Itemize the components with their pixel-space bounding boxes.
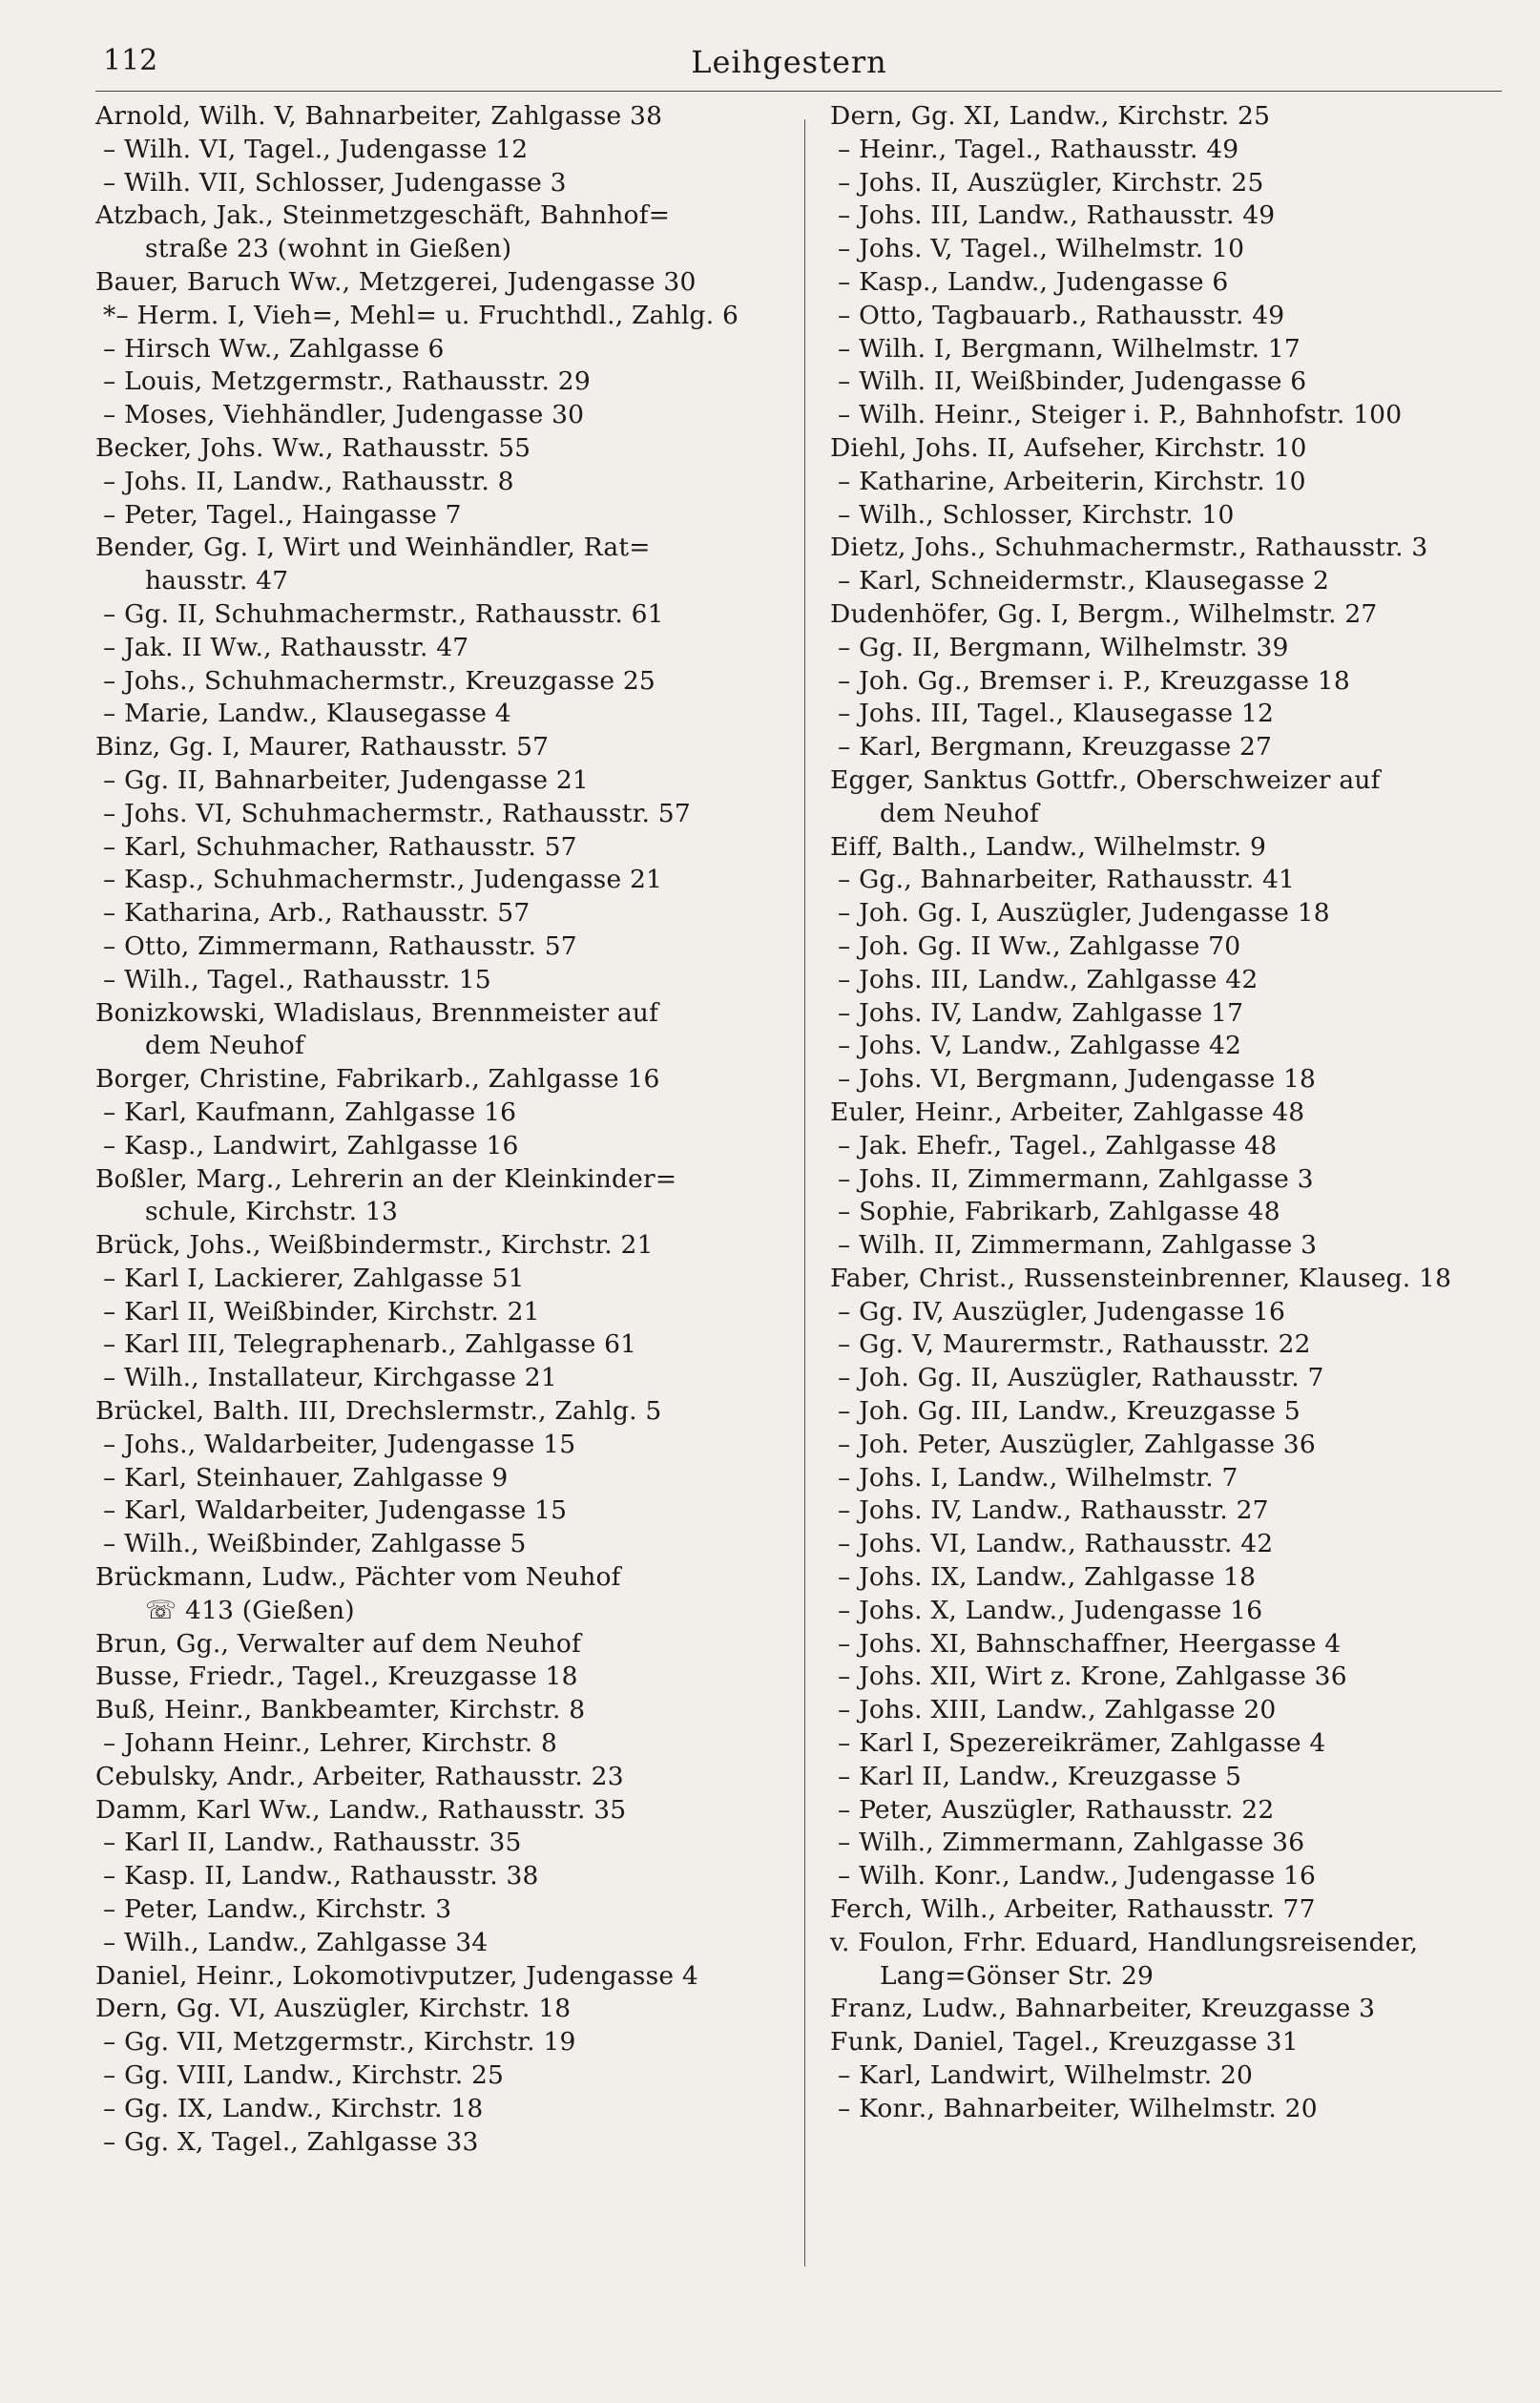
directory-entry: Busse, Friedr., Tagel., Kreuzgasse 18	[95, 1661, 578, 1692]
directory-entry: – Karl, Bergmann, Kreuzgasse 27	[838, 732, 1273, 763]
directory-entry: – Karl, Schneidermstr., Klausegasse 2	[838, 566, 1330, 596]
directory-entry: – Joh. Gg. II Ww., Zahlgasse 70	[838, 930, 1241, 961]
directory-entry: Funk, Daniel, Tagel., Kreuzgasse 31	[830, 2027, 1299, 2058]
directory-entry: – Gg. VII, Metzgermstr., Kirchstr. 19	[103, 2027, 576, 2058]
directory-entry: Eiff, Balth., Landw., Wilhelmstr. 9	[830, 831, 1267, 862]
directory-entry: – Johs. XII, Wirt z. Krone, Zahlgasse 36	[838, 1661, 1347, 1692]
directory-entry: – Johs. XIII, Landw., Zahlgasse 20	[838, 1695, 1277, 1725]
directory-entry: – Gg. VIII, Landw., Kirchstr. 25	[103, 2060, 505, 2091]
directory-entry: Borger, Christine, Fabrikarb., Zahlgasse 16	[95, 1064, 660, 1095]
directory-entry: – Jak. II Ww., Rathausstr. 47	[103, 632, 469, 662]
page-number: 112	[103, 44, 158, 77]
directory-entry: – Karl II, Landw., Kreuzgasse 5	[838, 1761, 1242, 1791]
directory-entry: – Peter, Auszügler, Rathausstr. 22	[838, 1794, 1275, 1825]
directory-entry: Diehl, Johs. II, Aufseher, Kirchstr. 10	[830, 432, 1307, 463]
directory-entry: – Johs. V, Landw., Zahlgasse 42	[838, 1031, 1242, 1061]
column-divider	[804, 119, 805, 2267]
directory-entry: – Joh. Gg. III, Landw., Kreuzgasse 5	[838, 1396, 1301, 1427]
directory-entry: – Gg. IV, Auszügler, Judengasse 16	[838, 1296, 1286, 1327]
directory-entry: Brückmann, Ludw., Pächter vom Neuhof	[95, 1562, 621, 1593]
directory-entry: – Johs. IV, Landw., Rathausstr. 27	[838, 1495, 1269, 1526]
directory-entry: Cebulsky, Andr., Arbeiter, Rathausstr. 23	[95, 1761, 624, 1791]
directory-entry: – Wilh. Konr., Landw., Judengasse 16	[838, 1861, 1317, 1891]
directory-entry: – Gg., Bahnarbeiter, Rathausstr. 41	[838, 865, 1296, 895]
directory-entry: Ferch, Wilh., Arbeiter, Rathausstr. 77	[830, 1894, 1316, 1925]
directory-entry-continuation: ☏ 413 (Gießen)	[145, 1595, 355, 1625]
directory-entry: – Peter, Landw., Kirchstr. 3	[103, 1894, 452, 1925]
directory-entry: Bauer, Baruch Ww., Metzgerei, Judengasse 30	[95, 266, 697, 297]
directory-entry: – Jak. Ehefr., Tagel., Zahlgasse 48	[838, 1130, 1278, 1160]
directory-entry-continuation: Lang=Gönser Str. 29	[880, 1960, 1155, 1991]
directory-entry-continuation: hausstr. 47	[145, 566, 289, 596]
directory-entry: – Joh. Gg., Bremser i. P., Kreuzgasse 18	[838, 665, 1350, 696]
directory-entry: Dern, Gg. XI, Landw., Kirchstr. 25	[830, 101, 1271, 131]
directory-entry: – Karl, Kaufmann, Zahlgasse 16	[103, 1097, 517, 1127]
directory-entry: – Wilh. VII, Schlosser, Judengasse 3	[103, 167, 567, 198]
directory-entry: – Hirsch Ww., Zahlgasse 6	[103, 333, 445, 364]
directory-entry: – Johs. III, Landw., Rathausstr. 49	[838, 200, 1276, 231]
right-column	[830, 100, 1508, 2126]
directory-entry: – Katharina, Arb., Rathausstr. 57	[103, 898, 531, 929]
directory-entry: Egger, Sanktus Gottfr., Oberschweizer auf	[830, 764, 1381, 795]
directory-entry: – Johs. II, Auszügler, Kirchstr. 25	[838, 167, 1264, 198]
directory-entry: – Gg. V, Maurermstr., Rathausstr. 22	[838, 1329, 1311, 1360]
directory-entry: – Wilh. II, Zimmermann, Zahlgasse 3	[838, 1230, 1318, 1261]
directory-entry: – Wilh. Heinr., Steiger i. P., Bahnhofstr. 100	[838, 400, 1403, 430]
directory-entry-continuation: dem Neuhof	[145, 1031, 304, 1061]
directory-entry: – Johs., Schuhmachermstr., Kreuzgasse 25	[103, 665, 656, 696]
directory-entry: Boßler, Marg., Lehrerin an der Kleinkinder=	[95, 1163, 677, 1194]
directory-entry: – Wilh., Tagel., Rathausstr. 15	[103, 964, 491, 994]
directory-entry: Dern, Gg. VI, Auszügler, Kirchstr. 18	[95, 1994, 572, 2024]
directory-entry: Brun, Gg., Verwalter auf dem Neuhof	[95, 1628, 582, 1659]
directory-entry: – Johann Heinr., Lehrer, Kirchstr. 8	[103, 1728, 558, 1759]
directory-entry: – Gg. II, Schuhmachermstr., Rathausstr. 61	[103, 598, 664, 629]
directory-entry: Brück, Johs., Weißbindermstr., Kirchstr. 21	[95, 1230, 654, 1261]
directory-entry: – Gg. II, Bergmann, Wilhelmstr. 39	[838, 632, 1289, 662]
directory-entry: – Joh. Gg. II, Auszügler, Rathausstr. 7	[838, 1363, 1324, 1393]
directory-entry: Brückel, Balth. III, Drechslermstr., Zahlg. 5	[95, 1396, 662, 1427]
directory-entry: *– Herm. I, Vieh=, Mehl= u. Fruchthdl., Zahlg. 6	[103, 300, 739, 330]
directory-entry: Faber, Christ., Russensteinbrenner, Klauseg. 18	[830, 1263, 1452, 1293]
directory-entry: – Otto, Zimmermann, Rathausstr. 57	[103, 930, 577, 961]
directory-entry: – Johs. XI, Bahnschaffner, Heergasse 4	[838, 1628, 1342, 1659]
directory-entry: – Wilh., Schlosser, Kirchstr. 10	[838, 499, 1235, 530]
directory-entry: – Wilh., Installateur, Kirchgasse 21	[103, 1363, 557, 1393]
directory-entry-continuation: schule, Kirchstr. 13	[145, 1197, 399, 1227]
directory-entry: – Sophie, Fabrikarb, Zahlgasse 48	[838, 1197, 1280, 1227]
directory-entry: v. Foulon, Frhr. Eduard, Handlungsreisender,	[830, 1927, 1419, 1957]
directory-entry: – Karl I, Spezereikrämer, Zahlgasse 4	[838, 1728, 1326, 1759]
directory-entry: – Wilh., Zimmermann, Zahlgasse 36	[838, 1828, 1305, 1858]
left-column	[95, 100, 782, 2159]
directory-entry: – Gg. IX, Landw., Kirchstr. 18	[103, 2093, 484, 2123]
directory-entry: – Karl II, Landw., Rathausstr. 35	[103, 1828, 522, 1858]
directory-entry: – Johs. VI, Schuhmachermstr., Rathausstr. 57	[103, 798, 691, 828]
directory-entry: – Johs. X, Landw., Judengasse 16	[838, 1595, 1263, 1625]
directory-entry: – Johs. IX, Landw., Zahlgasse 18	[838, 1562, 1257, 1593]
directory-entry: – Johs. V, Tagel., Wilhelmstr. 10	[838, 234, 1245, 264]
directory-entry-continuation: straße 23 (wohnt in Gießen)	[145, 234, 512, 264]
directory-entry: – Joh. Peter, Auszügler, Zahlgasse 36	[838, 1429, 1316, 1459]
directory-entry: – Karl, Landwirt, Wilhelmstr. 20	[838, 2060, 1254, 2091]
directory-entry: – Karl, Waldarbeiter, Judengasse 15	[103, 1495, 568, 1526]
directory-entry: Arnold, Wilh. V, Bahnarbeiter, Zahlgasse 38	[95, 101, 663, 131]
directory-entry: – Johs., Waldarbeiter, Judengasse 15	[103, 1429, 576, 1459]
directory-entry: – Louis, Metzgermstr., Rathausstr. 29	[103, 366, 591, 397]
directory-entry: – Kasp., Schuhmachermstr., Judengasse 21	[103, 865, 663, 895]
directory-entry: Atzbach, Jak., Steinmetzgeschäft, Bahnhof=	[95, 200, 671, 231]
directory-entry: – Joh. Gg. I, Auszügler, Judengasse 18	[838, 898, 1330, 929]
directory-entry: Becker, Johs. Ww., Rathausstr. 55	[95, 432, 531, 463]
directory-entry: – Kasp., Landw., Judengasse 6	[838, 266, 1229, 297]
directory-entry: Buß, Heinr., Bankbeamter, Kirchstr. 8	[95, 1695, 586, 1725]
directory-entry: Dietz, Johs., Schuhmachermstr., Rathausstr. 3	[830, 533, 1428, 563]
directory-entry: – Karl, Schuhmacher, Rathausstr. 57	[103, 831, 577, 862]
directory-entry: – Wilh. II, Weißbinder, Judengasse 6	[838, 366, 1307, 397]
directory-entry: Bender, Gg. I, Wirt und Weinhändler, Rat=	[95, 533, 651, 563]
directory-entry: – Moses, Viehhändler, Judengasse 30	[103, 400, 585, 430]
directory-entry: – Johs. VI, Landw., Rathausstr. 42	[838, 1529, 1274, 1559]
directory-entry: – Konr., Bahnarbeiter, Wilhelmstr. 20	[838, 2093, 1318, 2123]
directory-entry: Daniel, Heinr., Lokomotivputzer, Judengasse 4	[95, 1960, 698, 1991]
directory-entry: – Kasp. II, Landw., Rathausstr. 38	[103, 1861, 539, 1891]
directory-entry: – Gg. II, Bahnarbeiter, Judengasse 21	[103, 764, 589, 795]
directory-entry: – Peter, Tagel., Haingasse 7	[103, 499, 462, 530]
directory-entry: – Karl III, Telegraphenarb., Zahlgasse 61	[103, 1329, 637, 1360]
directory-entry: – Marie, Landw., Klausegasse 4	[103, 699, 511, 729]
directory-entry: Bonizkowski, Wladislaus, Brennmeister auf	[95, 997, 659, 1028]
directory-entry-continuation: dem Neuhof	[880, 798, 1039, 828]
page-header	[95, 36, 1483, 90]
directory-entry: – Karl II, Weißbinder, Kirchstr. 21	[103, 1296, 540, 1327]
directory-entry: – Wilh., Landw., Zahlgasse 34	[103, 1927, 489, 1957]
directory-entry: – Otto, Tagbauarb., Rathausstr. 49	[838, 300, 1285, 330]
header-rule	[95, 91, 1502, 92]
directory-entry: – Wilh. VI, Tagel., Judengasse 12	[103, 134, 529, 164]
directory-entry: Euler, Heinr., Arbeiter, Zahlgasse 48	[830, 1097, 1305, 1127]
directory-entry: – Gg. X, Tagel., Zahlgasse 33	[103, 2126, 479, 2157]
directory-entry: – Wilh. I, Bergmann, Wilhelmstr. 17	[838, 333, 1301, 364]
directory-entry: – Johs. III, Landw., Zahlgasse 42	[838, 964, 1259, 994]
directory-entry: – Johs. IV, Landw, Zahlgasse 17	[838, 997, 1244, 1028]
directory-entry: – Johs. II, Zimmermann, Zahlgasse 3	[838, 1163, 1314, 1194]
directory-entry: – Karl, Steinhauer, Zahlgasse 9	[103, 1462, 509, 1493]
directory-entry: Damm, Karl Ww., Landw., Rathausstr. 35	[95, 1794, 627, 1825]
directory-entry: – Wilh., Weißbinder, Zahlgasse 5	[103, 1529, 527, 1559]
directory-entry: – Kasp., Landwirt, Zahlgasse 16	[103, 1130, 519, 1160]
directory-entry: – Johs. III, Tagel., Klausegasse 12	[838, 699, 1275, 729]
directory-entry: – Johs. II, Landw., Rathausstr. 8	[103, 466, 514, 496]
directory-entry: – Katharine, Arbeiterin, Kirchstr. 10	[838, 466, 1306, 496]
directory-entry: Franz, Ludw., Bahnarbeiter, Kreuzgasse 3	[830, 1994, 1376, 2024]
directory-entry: – Karl I, Lackierer, Zahlgasse 51	[103, 1263, 525, 1293]
directory-entry: – Johs. I, Landw., Wilhelmstr. 7	[838, 1462, 1238, 1493]
running-head-title: Leihgestern	[691, 44, 887, 80]
directory-entry: Binz, Gg. I, Maurer, Rathausstr. 57	[95, 732, 550, 763]
directory-entry: – Heinr., Tagel., Rathausstr. 49	[838, 134, 1239, 164]
directory-entry: – Johs. VI, Bergmann, Judengasse 18	[838, 1064, 1317, 1095]
directory-entry: Dudenhöfer, Gg. I, Bergm., Wilhelmstr. 27	[830, 598, 1378, 629]
